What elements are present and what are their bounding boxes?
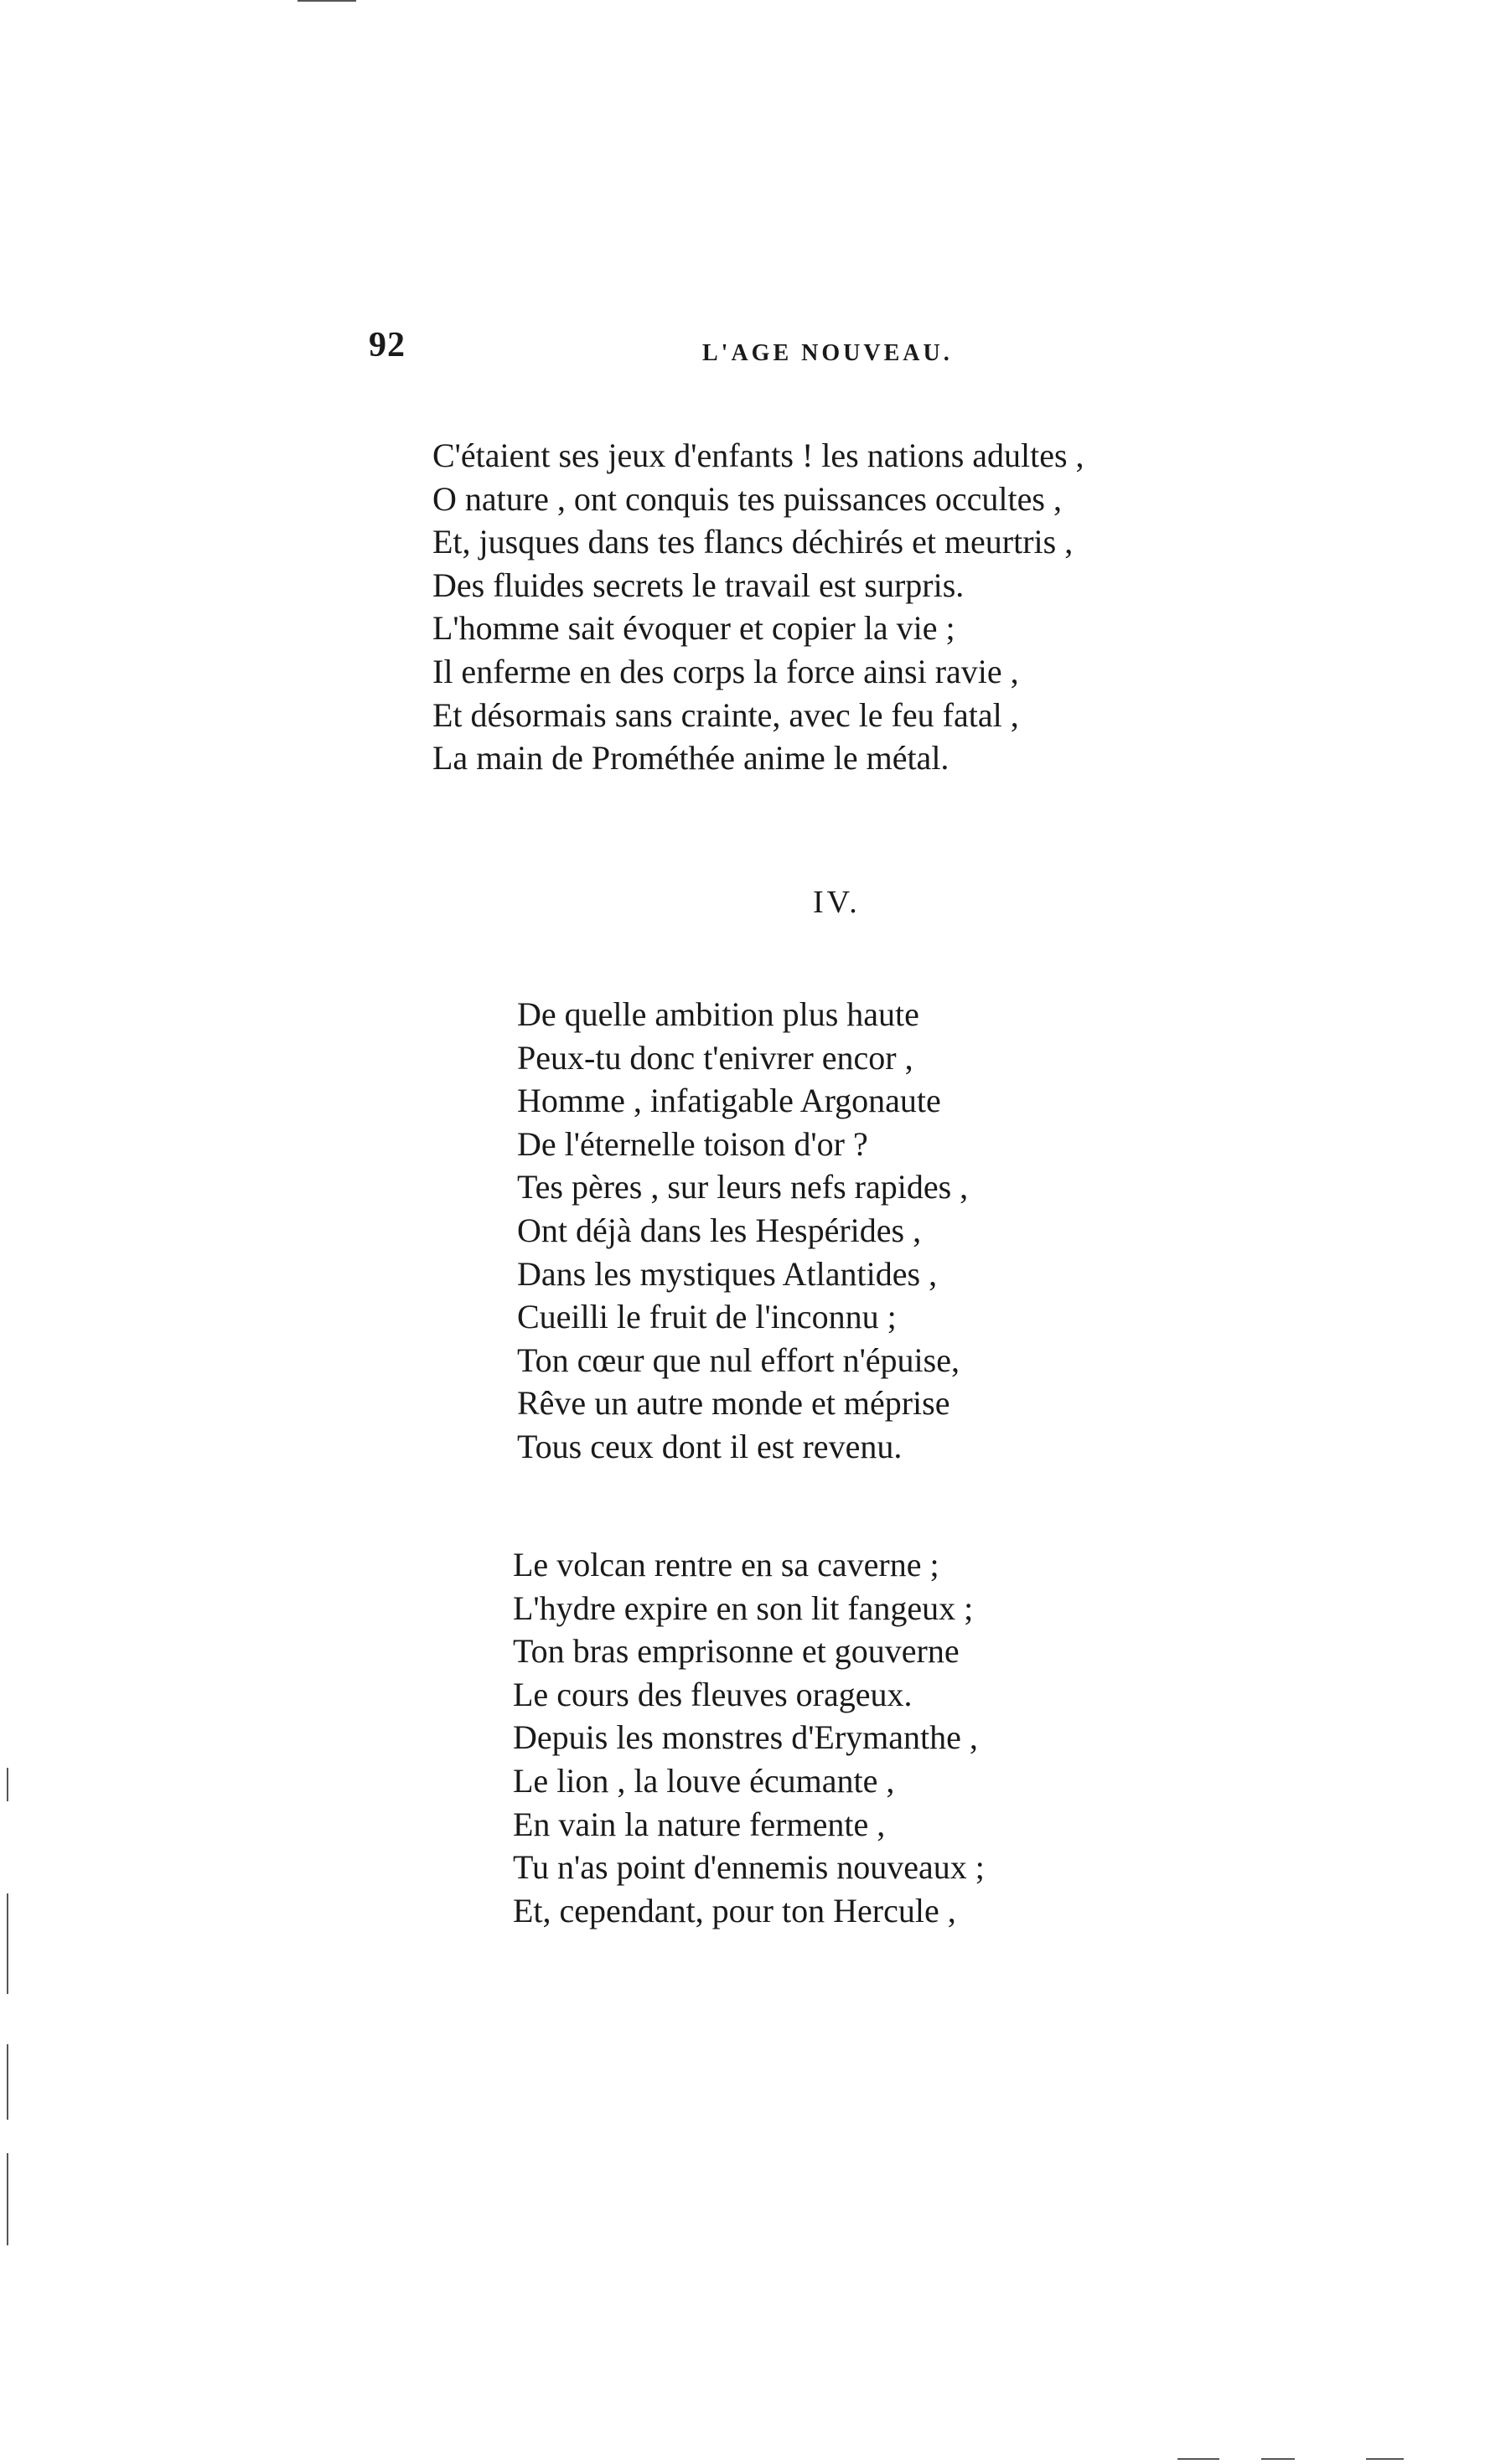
verse-line: C'étaient ses jeux d'enfants ! les nations adultes , — [432, 436, 1084, 474]
verse-line: Rêve un autre monde et méprise — [517, 1384, 950, 1423]
stanza-2 — [517, 993, 968, 1469]
scan-mark-bottom-2 — [1261, 2458, 1295, 2460]
stanza-3 — [513, 1543, 985, 1932]
scan-mark-top — [298, 0, 356, 2]
verse-line: O nature , ont conquis tes puissances occultes , — [432, 479, 1062, 518]
verse-line: Peux-tu donc t'enivrer encor , — [517, 1038, 913, 1077]
verse-line: Le cours des fleuves orageux. — [513, 1675, 913, 1713]
verse-line: Tu n'as point d'ennemis nouveaux ; — [513, 1848, 985, 1887]
scan-mark-bottom-3 — [1366, 2458, 1404, 2460]
verse-line: Et, jusques dans tes flancs déchirés et meurtris , — [432, 523, 1074, 561]
verse-line: Des fluides secrets le travail est surpris. — [432, 566, 965, 604]
verse-line: Tous ceux dont il est revenu. — [517, 1427, 903, 1465]
stanza-1 — [432, 434, 1084, 780]
scan-mark-left-1 — [7, 1768, 8, 1801]
scan-mark-left-3 — [7, 2044, 8, 2120]
page-number: 92 — [369, 326, 406, 364]
verse-line: De l'éternelle toison d'or ? — [517, 1124, 868, 1163]
verse-line: Ton bras emprisonne et gouverne — [513, 1632, 960, 1671]
verse-line: La main de Prométhée anime le métal. — [432, 739, 949, 777]
running-head — [369, 325, 955, 375]
verse-line: Il enferme en des corps la force ainsi ravie , — [432, 652, 1019, 690]
scan-mark-left-4 — [7, 2153, 8, 2245]
section-heading: IV. — [813, 885, 861, 920]
verse-line: Ton cœur que nul effort n'épuise, — [517, 1340, 960, 1379]
verse-line: Dans les mystiques Atlantides , — [517, 1254, 938, 1293]
running-title: L'AGE NOUVEAU. — [702, 340, 953, 366]
verse-line: Cueilli le fruit de l'inconnu ; — [517, 1298, 897, 1336]
scan-mark-left-2 — [7, 1893, 8, 1994]
verse-line: En vain la nature fermente , — [513, 1805, 886, 1843]
scan-mark-bottom-1 — [1177, 2458, 1219, 2460]
verse-line: Et désormais sans crainte, avec le feu fatal , — [432, 695, 1019, 734]
verse-line: L'hydre expire en son lit fangeux ; — [513, 1588, 974, 1627]
verse-line: Depuis les monstres d'Erymanthe , — [513, 1718, 978, 1757]
verse-line: Ont déjà dans les Hespérides , — [517, 1211, 922, 1249]
verse-line: De quelle ambition plus haute — [517, 995, 919, 1033]
verse-line: L'homme sait évoquer et copier la vie ; — [432, 609, 955, 648]
verse-line: Homme , infatigable Argonaute — [517, 1082, 941, 1120]
verse-line: Et, cependant, pour ton Hercule , — [513, 1891, 956, 1929]
verse-line: Le volcan rentre en sa caverne ; — [513, 1546, 939, 1583]
verse-line: Tes pères , sur leurs nefs rapides , — [517, 1168, 969, 1206]
verse-line: Le lion , la louve écumante , — [513, 1761, 895, 1800]
